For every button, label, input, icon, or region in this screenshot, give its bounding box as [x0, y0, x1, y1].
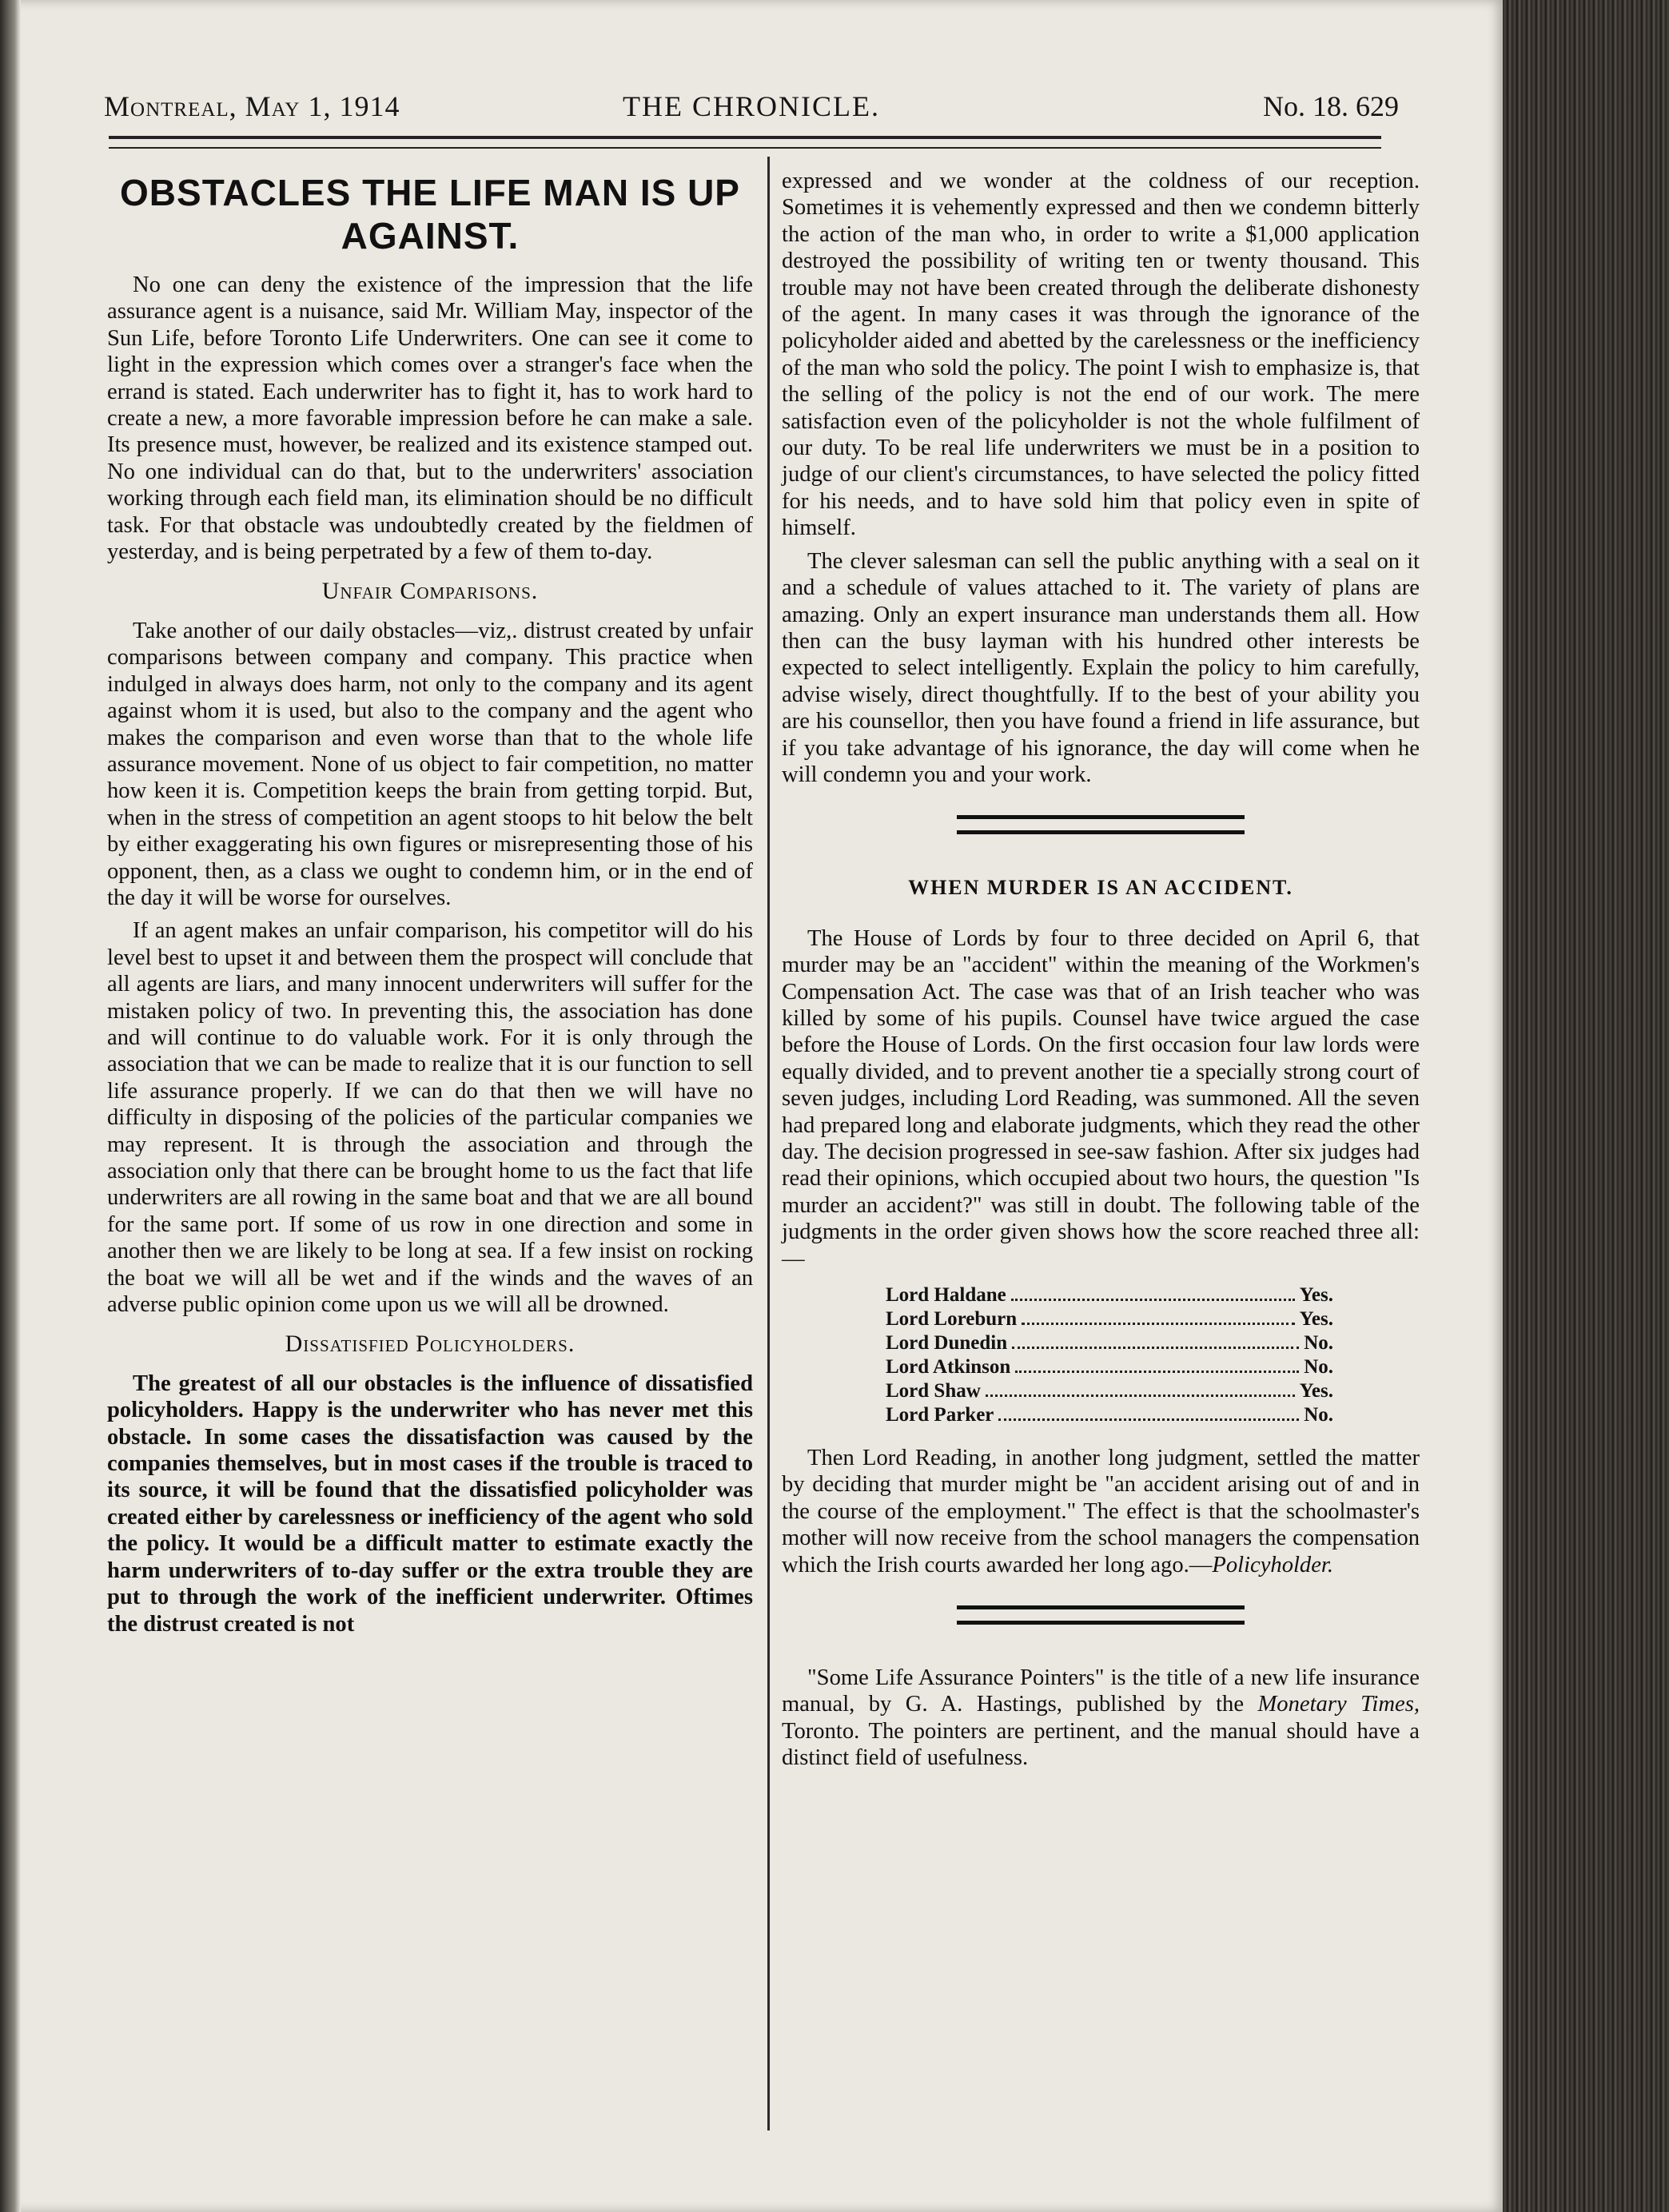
- article-title: OBSTACLES THE LIFE MAN IS UP AGAINST.: [120, 172, 740, 257]
- leader-dots: [1011, 1299, 1295, 1301]
- article-paragraph: Take another of our daily obstacles—viz,. distrust created by unfair comparisons between company and company. This practice when indulged in always does harm, not only to the company and its agent against whom it is used, but also to the company and the agent who makes the comparison and even worse than that to the whole life assurance movement. None of us object to fair competition, no matter how keen it is. Competition keeps the brain from getting torpid. But, when in the stress of competition an agent stoops to hit below the belt by either exaggerating his own figures or misrepresenting those of his opponent, then, as a class we ought to condemn him, or in the end of the day it will be worse for ourselves.: [107, 618, 753, 910]
- page-edge-shadow: [0, 0, 21, 2212]
- paragraph-text: Then Lord Reading, in another long judgment, settled the matter by deciding that murder might be "an accident arising out of and in the course of the employment." The effect is that the schoolmaster's mother will now receive from the school managers the compensation which the Irish courts awarded her long ago.—: [782, 1446, 1420, 1577]
- judgment-row: [886, 1355, 1333, 1379]
- bold-paragraph-block: [107, 1371, 753, 1637]
- leader-dots: [1012, 1347, 1299, 1349]
- leader-dots: [998, 1418, 1299, 1421]
- article-paragraph: expressed and we wonder at the coldness of our reception. Sometimes it is vehemently expressed and then we condemn bitterly the action of the man who, in order to write a $1,000 application destroyed the possibility of writing ten or twenty thousand. This trouble may not have been created through the deliberate dishonesty of the agent. In many cases it was through the ignorance of the policyholder aided and abetted by the carelessness or the inefficiency of the man who sold the policy. The point I wish to emphasize is, that the selling of the policy is not the end of our work. The mere satisfaction even of the policyholder is not the whole fulfilment of our duty. To be real life underwriters we must be in a position to judge of our client's circumstances, to have selected the policy fitted for his needs, and to have sold him that policy even in spite of himself.: [782, 169, 1420, 541]
- judgment-row: [886, 1307, 1333, 1331]
- left-column: [107, 168, 753, 1644]
- judgments-table: [886, 1283, 1333, 1427]
- section-subhead: Unfair Comparisons.: [321, 578, 539, 605]
- judge-vote: No.: [1304, 1332, 1333, 1355]
- note-text: "Some Life Assurance Pointers" is the title of a new life insurance manual, by G. A. Hastings, published by the: [782, 1665, 1420, 1717]
- leader-dots: [1015, 1371, 1299, 1373]
- judge-vote: Yes.: [1299, 1284, 1333, 1307]
- judge-name: Lord Atkinson: [886, 1356, 1011, 1379]
- leader-dots: [986, 1394, 1295, 1397]
- judgment-row: [886, 1331, 1333, 1355]
- judge-name: Lord Parker: [886, 1404, 994, 1426]
- judgment-row: [886, 1403, 1333, 1427]
- publication-name: Monetary Times,: [1257, 1692, 1420, 1717]
- section-subhead: Dissatisfied Policyholders.: [285, 1331, 576, 1358]
- header-rule: [109, 136, 1381, 149]
- leader-dots: [1022, 1323, 1294, 1325]
- section-divider: [957, 1605, 1245, 1625]
- right-column: [782, 168, 1420, 1778]
- header-issue-page: No. 18. 629: [1263, 90, 1399, 122]
- source-credit: Policyholder.: [1212, 1552, 1334, 1577]
- book-note: [782, 1665, 1420, 1772]
- judge-vote: Yes.: [1299, 1308, 1333, 1331]
- article-paragraph: The greatest of all our obstacles is the influence of dissatisfied policyholders. Happy is the underwriter who has never met this obstacle. In some cases the dissatisfaction was caused by the companies themselves, but in most cases if the trouble is traced to its source, it will be found that the dissatisfied policyholder was created either by carelessness or inefficiency of the agent who sold the policy. It would be a difficult matter to estimate exactly the harm underwriters of to-day suffer or the extra trouble they are put to through the work of the inefficient underwriter. Oftimes the distrust created is not: [107, 1371, 753, 1637]
- judge-vote: Yes.: [1299, 1380, 1333, 1402]
- judge-name: Lord Shaw: [886, 1380, 981, 1402]
- judge-name: Lord Haldane: [886, 1284, 1006, 1307]
- judgment-row: [886, 1283, 1333, 1307]
- article-paragraph: If an agent makes an unfair comparison, his competitor will do his level best to upset it and between them the prospect will conclude that all agents are liars, and many innocent underwriters will suffer for the mistaken policy of two. In preventing this, the association has done and will continue to do valuable work. For it is only through the association that we can be made to realize that it is our function to sell life assurance properly. If we can do that then we will have no difficulty in disposing of the policies of the particular companies we may represent. It is through the association and through the association only that there can be brought home to us the fact that life underwriters are all rowing in the same boat and that we are all bound for the same port. If some of us row in one direction and some in another then we are likely to be long at sea. If a few insist on rocking the boat we will all be wet and if the winds and the waves of an adverse public opinion come upon us we will all be drowned.: [107, 918, 753, 1318]
- article-paragraph: The House of Lords by four to three decided on April 6, that murder may be an "accident" within the meaning of the Workmen's Compensation Act. The case was that of an Irish teacher who was killed by some of his pupils. Counsel have twice argued the case before the House of Lords. On the first occasion four law lords were equally divided, and to prevent another tie a specially strong court of seven judges, including Lord Reading, was summoned. All the seven had prepared long and elaborate judgments, which they read the other day. The decision progressed in see-saw fashion. After six judges had read their opinions, which occupied about two hours, the question "Is murder an accident?" was still in doubt. The following table of the judgments in the order given shows how the score reached three all:—: [782, 925, 1420, 1271]
- column-rule: [767, 157, 770, 2130]
- note-text: Toronto. The pointers are pertinent, and the manual should have a distinct field of usefulness.: [782, 1718, 1420, 1771]
- header-publication-title: THE CHRONICLE.: [623, 90, 880, 122]
- article-paragraph: [782, 1445, 1420, 1578]
- article-paragraph: No one can deny the existence of the impression that the life assurance agent is a nuisance, said Mr. William May, inspector of the Sun Life, before Toronto Life Underwriters. One can see it come to light in the expression which comes over a stranger's face when the errand is stated. Each underwriter has to fight it, has to work hard to create a new, a more favorable impression before he can make a sale. Its presence must, however, be realized and its existence stamped out. No one individual can do that, but to the underwriters' association working through each field man, its elimination should be no difficult task. For that obstacle was undoubtedly created by the fieldmen of yesterday, and is being perpetrated by a few of them to-day.: [107, 273, 753, 565]
- judge-name: Lord Loreburn: [886, 1308, 1018, 1331]
- section-divider: [957, 815, 1245, 834]
- book-spine-edge: [1503, 0, 1669, 2212]
- judgment-row: [886, 1379, 1333, 1403]
- header-dateline: Montreal, May 1, 1914: [104, 90, 400, 122]
- judge-vote: No.: [1304, 1356, 1333, 1379]
- judge-vote: No.: [1304, 1404, 1333, 1426]
- running-header: [104, 90, 1399, 129]
- article-paragraph: The clever salesman can sell the public anything with a seal on it and a schedule of values attached to it. The variety of plans are amazing. Only an expert insurance man understands them all. How then can the busy layman with his hundred other interests be expected to select intelligently. Explain the policy to him carefully, advise wisely, direct thoughtfully. If to the best of your ability you are his counsellor, then you have found a friend in life assurance, but if you take advantage of his ignorance, the day will come when he will condemn you and your work.: [782, 548, 1420, 787]
- article-title: WHEN MURDER IS AN ACCIDENT.: [908, 876, 1293, 900]
- judge-name: Lord Dunedin: [886, 1332, 1008, 1355]
